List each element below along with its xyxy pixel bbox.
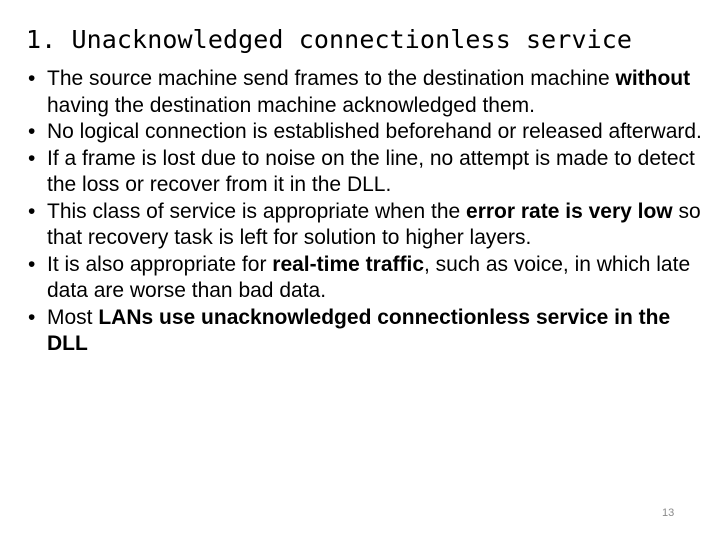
bullet-text: Most	[47, 305, 99, 329]
page-number: 13	[662, 507, 675, 519]
bullet-item	[28, 66, 703, 119]
bullet-dot-icon: •	[28, 305, 36, 329]
bullet-item	[28, 146, 703, 199]
bullet-dot-icon: •	[28, 67, 36, 90]
bullet-text: This class of service is appropriate when the	[47, 199, 467, 223]
bullet-bold-text: error rate is very low	[466, 199, 673, 223]
bullet-text: No logical connection is established beforehand or released afterward.	[47, 120, 702, 143]
bullet-bold-text: LANs use unacknowledged connectionless service in the DLL	[47, 305, 671, 355]
bullet-dot-icon: •	[28, 146, 36, 170]
bullet-text: having the destination machine acknowledged them.	[47, 93, 535, 117]
bullet-item	[28, 305, 703, 358]
bullet-text: , such as voice, in which late data are worse than bad data.	[47, 252, 691, 302]
bullet-text: so that recovery task is left for solution to higher layers.	[47, 199, 701, 249]
bullet-text: The source machine send frames to the destination machine	[47, 67, 616, 90]
bullet-item	[28, 199, 703, 252]
bullet-text: If a frame is lost due to noise on the line, no attempt is made to detect the loss or recover from it in the DLL.	[47, 146, 695, 196]
bullet-dot-icon: •	[28, 252, 36, 276]
bullet-item	[28, 252, 703, 305]
bullet-dot-icon: •	[28, 199, 36, 223]
slide-title: 1. Unacknowledged connectionless service	[26, 25, 633, 54]
bullet-bold-text: without	[615, 67, 691, 90]
bullet-text: It is also appropriate for	[47, 252, 273, 276]
bullet-bold-text: real-time traffic	[272, 252, 424, 276]
bullet-item	[28, 119, 703, 146]
bullet-list	[28, 66, 703, 358]
bullet-dot-icon: •	[28, 120, 36, 143]
